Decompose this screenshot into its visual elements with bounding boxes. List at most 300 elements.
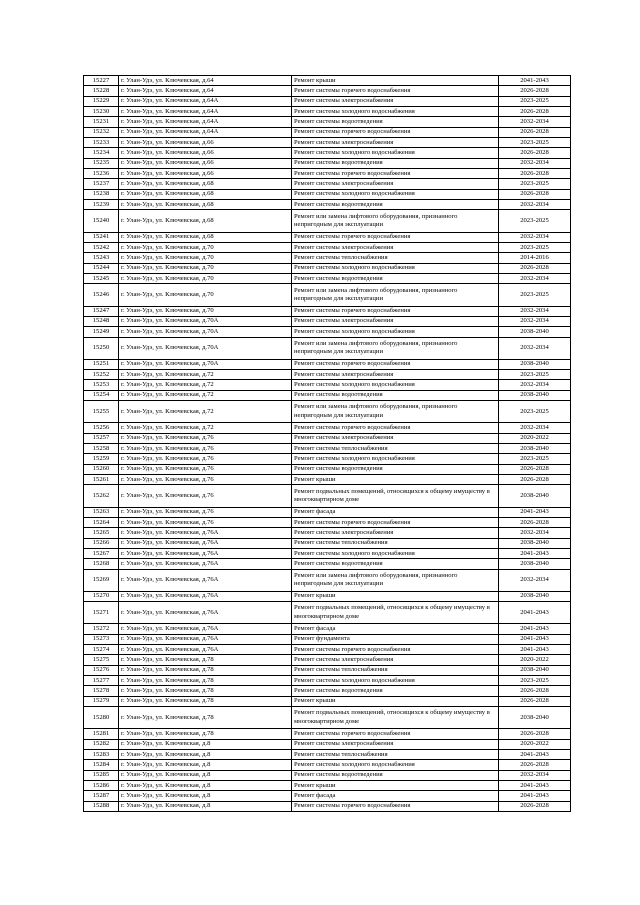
row-period: 2023-2025 xyxy=(499,454,571,464)
table-row xyxy=(84,548,571,558)
repair-schedule-table xyxy=(83,75,571,812)
row-number: 15252 xyxy=(84,370,119,380)
table-row xyxy=(84,148,571,158)
table-row xyxy=(84,232,571,242)
row-address: г. Улан-Удэ, ул. Ключевская, д.64А xyxy=(119,127,292,137)
row-address: г. Улан-Удэ, ул. Ключевская, д.78 xyxy=(119,696,292,706)
row-work-type: Ремонт системы горячего водоснабжения xyxy=(292,232,499,242)
row-work-type: Ремонт системы электроснабжения xyxy=(292,739,499,749)
row-period: 2020-2022 xyxy=(499,655,571,665)
row-work-type: Ремонт крыши xyxy=(292,781,499,791)
row-work-type: Ремонт системы электроснабжения xyxy=(292,528,499,538)
table-row xyxy=(84,433,571,443)
row-number: 15246 xyxy=(84,284,119,306)
row-work-type: Ремонт системы теплоснабжения xyxy=(292,444,499,454)
row-address: г. Улан-Удэ, ул. Ключевская, д.78 xyxy=(119,665,292,675)
row-period: 2032-2034 xyxy=(499,158,571,168)
row-address: г. Улан-Удэ, ул. Ключевская, д.72 xyxy=(119,390,292,400)
row-period: 2020-2022 xyxy=(499,433,571,443)
row-address: г. Улан-Удэ, ул. Ключевская, д.70 xyxy=(119,274,292,284)
row-period: 2023-2025 xyxy=(499,96,571,106)
table-row xyxy=(84,86,571,96)
table-row xyxy=(84,781,571,791)
row-address: г. Улан-Удэ, ул. Ключевская, д.64А xyxy=(119,117,292,127)
row-work-type: Ремонт системы водоотведения xyxy=(292,117,499,127)
row-period: 2032-2034 xyxy=(499,117,571,127)
row-number: 15288 xyxy=(84,801,119,811)
table-row xyxy=(84,538,571,548)
row-number: 15271 xyxy=(84,602,119,624)
row-number: 15267 xyxy=(84,548,119,558)
row-address: г. Улан-Удэ, ул. Ключевская, д.66 xyxy=(119,148,292,158)
row-work-type: Ремонт системы горячего водоснабжения xyxy=(292,359,499,369)
row-number: 15232 xyxy=(84,127,119,137)
table-row xyxy=(84,359,571,369)
row-number: 15268 xyxy=(84,559,119,569)
row-work-type: Ремонт системы холодного водоснабжения xyxy=(292,107,499,117)
row-work-type: Ремонт системы водоотведения xyxy=(292,686,499,696)
table-row xyxy=(84,370,571,380)
table-row xyxy=(84,464,571,474)
row-number: 15256 xyxy=(84,423,119,433)
row-period: 2026-2028 xyxy=(499,760,571,770)
row-number: 15282 xyxy=(84,739,119,749)
table-row xyxy=(84,686,571,696)
table-row xyxy=(84,729,571,739)
document-page xyxy=(83,75,570,812)
table-row xyxy=(84,696,571,706)
row-period: 2041-2043 xyxy=(499,76,571,86)
row-address: г. Улан-Удэ, ул. Ключевская, д.70А xyxy=(119,337,292,359)
row-address: г. Улан-Удэ, ул. Ключевская, д.64А xyxy=(119,107,292,117)
row-period: 2032-2034 xyxy=(499,569,571,591)
row-number: 15277 xyxy=(84,676,119,686)
row-number: 15260 xyxy=(84,464,119,474)
row-period: 2026-2028 xyxy=(499,127,571,137)
row-period: 2026-2028 xyxy=(499,263,571,273)
row-work-type: Ремонт подвальных помещений, относящихся к общему имуществу в многоквартирном доме xyxy=(292,602,499,624)
row-work-type: Ремонт системы водоотведения xyxy=(292,200,499,210)
table-row xyxy=(84,263,571,273)
row-work-type: Ремонт или замена лифтового оборудования, признанного непригодным для эксплуатации xyxy=(292,401,499,423)
row-address: г. Улан-Удэ, ул. Ключевская, д.76 xyxy=(119,433,292,443)
row-period: 2023-2025 xyxy=(499,401,571,423)
row-work-type: Ремонт системы теплоснабжения xyxy=(292,750,499,760)
row-period: 2041-2043 xyxy=(499,645,571,655)
table-row xyxy=(84,306,571,316)
table-row xyxy=(84,634,571,644)
row-work-type: Ремонт фасада xyxy=(292,624,499,634)
row-number: 15245 xyxy=(84,274,119,284)
row-period: 2038-2040 xyxy=(499,591,571,601)
row-address: г. Улан-Удэ, ул. Ключевская, д.76А xyxy=(119,602,292,624)
row-address: г. Улан-Удэ, ул. Ключевская, д.64 xyxy=(119,86,292,96)
row-period: 2038-2040 xyxy=(499,665,571,675)
row-period: 2041-2043 xyxy=(499,624,571,634)
row-number: 15241 xyxy=(84,232,119,242)
table-row xyxy=(84,138,571,148)
row-work-type: Ремонт системы водоотведения xyxy=(292,770,499,780)
table-row xyxy=(84,569,571,591)
row-number: 15274 xyxy=(84,645,119,655)
row-address: г. Улан-Удэ, ул. Ключевская, д.76А xyxy=(119,569,292,591)
row-period: 2032-2034 xyxy=(499,316,571,326)
row-period: 2032-2034 xyxy=(499,200,571,210)
row-number: 15233 xyxy=(84,138,119,148)
row-address: г. Улан-Удэ, ул. Ключевская, д.72 xyxy=(119,370,292,380)
table-row xyxy=(84,475,571,485)
table-row xyxy=(84,591,571,601)
row-address: г. Улан-Удэ, ул. Ключевская, д.76 xyxy=(119,444,292,454)
row-address: г. Улан-Удэ, ул. Ключевская, д.70А xyxy=(119,359,292,369)
row-period: 2032-2034 xyxy=(499,337,571,359)
row-number: 15283 xyxy=(84,750,119,760)
row-address: г. Улан-Удэ, ул. Ключевская, д.68 xyxy=(119,232,292,242)
row-period: 2023-2025 xyxy=(499,243,571,253)
row-number: 15266 xyxy=(84,538,119,548)
row-period: 2026-2028 xyxy=(499,475,571,485)
row-address: г. Улан-Удэ, ул. Ключевская, д.76А xyxy=(119,591,292,601)
row-number: 15243 xyxy=(84,253,119,263)
row-period: 2023-2025 xyxy=(499,284,571,306)
row-number: 15263 xyxy=(84,507,119,517)
row-period: 2038-2040 xyxy=(499,559,571,569)
row-period: 2020-2022 xyxy=(499,739,571,749)
row-work-type: Ремонт системы водоотведения xyxy=(292,559,499,569)
row-work-type: Ремонт системы холодного водоснабжения xyxy=(292,760,499,770)
table-row xyxy=(84,739,571,749)
table-row xyxy=(84,454,571,464)
row-period: 2038-2040 xyxy=(499,327,571,337)
row-address: г. Улан-Удэ, ул. Ключевская, д.8 xyxy=(119,770,292,780)
table-row xyxy=(84,676,571,686)
table-row xyxy=(84,96,571,106)
row-address: г. Улан-Удэ, ул. Ключевская, д.68 xyxy=(119,200,292,210)
row-number: 15262 xyxy=(84,485,119,507)
row-work-type: Ремонт фундамента xyxy=(292,634,499,644)
row-number: 15280 xyxy=(84,707,119,729)
table-row xyxy=(84,169,571,179)
row-number: 15237 xyxy=(84,179,119,189)
row-address: г. Улан-Удэ, ул. Ключевская, д.8 xyxy=(119,750,292,760)
row-work-type: Ремонт системы холодного водоснабжения xyxy=(292,189,499,199)
row-address: г. Улан-Удэ, ул. Ключевская, д.76 xyxy=(119,517,292,527)
row-address: г. Улан-Удэ, ул. Ключевская, д.72 xyxy=(119,380,292,390)
row-address: г. Улан-Удэ, ул. Ключевская, д.78 xyxy=(119,707,292,729)
row-period: 2023-2025 xyxy=(499,676,571,686)
row-number: 15279 xyxy=(84,696,119,706)
row-address: г. Улан-Удэ, ул. Ключевская, д.8 xyxy=(119,760,292,770)
row-address: г. Улан-Удэ, ул. Ключевская, д.68 xyxy=(119,179,292,189)
row-work-type: Ремонт подвальных помещений, относящихся к общему имуществу в многоквартирном доме xyxy=(292,485,499,507)
row-work-type: Ремонт системы теплоснабжения xyxy=(292,253,499,263)
row-period: 2038-2040 xyxy=(499,538,571,548)
row-address: г. Улан-Удэ, ул. Ключевская, д.78 xyxy=(119,729,292,739)
row-number: 15257 xyxy=(84,433,119,443)
row-number: 15238 xyxy=(84,189,119,199)
row-work-type: Ремонт системы электроснабжения xyxy=(292,243,499,253)
row-address: г. Улан-Удэ, ул. Ключевская, д.64А xyxy=(119,96,292,106)
table-row xyxy=(84,76,571,86)
row-address: г. Улан-Удэ, ул. Ключевская, д.70 xyxy=(119,263,292,273)
row-work-type: Ремонт системы горячего водоснабжения xyxy=(292,801,499,811)
row-work-type: Ремонт системы холодного водоснабжения xyxy=(292,380,499,390)
table-row xyxy=(84,189,571,199)
row-address: г. Улан-Удэ, ул. Ключевская, д.76А xyxy=(119,559,292,569)
row-number: 15278 xyxy=(84,686,119,696)
row-number: 15276 xyxy=(84,665,119,675)
row-period: 2032-2034 xyxy=(499,306,571,316)
row-work-type: Ремонт системы электроснабжения xyxy=(292,96,499,106)
row-work-type: Ремонт крыши xyxy=(292,591,499,601)
table-row xyxy=(84,655,571,665)
table-row xyxy=(84,444,571,454)
row-work-type: Ремонт системы водоотведения xyxy=(292,274,499,284)
table-row xyxy=(84,760,571,770)
row-address: г. Улан-Удэ, ул. Ключевская, д.78 xyxy=(119,676,292,686)
row-period: 2014-2016 xyxy=(499,253,571,263)
row-address: г. Улан-Удэ, ул. Ключевская, д.76 xyxy=(119,475,292,485)
row-work-type: Ремонт системы горячего водоснабжения xyxy=(292,423,499,433)
row-work-type: Ремонт системы электроснабжения xyxy=(292,655,499,665)
row-period: 2038-2040 xyxy=(499,359,571,369)
row-address: г. Улан-Удэ, ул. Ключевская, д.76 xyxy=(119,454,292,464)
row-number: 15240 xyxy=(84,210,119,232)
row-number: 15261 xyxy=(84,475,119,485)
row-number: 15239 xyxy=(84,200,119,210)
row-number: 15234 xyxy=(84,148,119,158)
row-address: г. Улан-Удэ, ул. Ключевская, д.8 xyxy=(119,801,292,811)
row-period: 2026-2028 xyxy=(499,86,571,96)
row-number: 15235 xyxy=(84,158,119,168)
table-row xyxy=(84,624,571,634)
row-address: г. Улан-Удэ, ул. Ключевская, д.70 xyxy=(119,243,292,253)
row-address: г. Улан-Удэ, ул. Ключевская, д.68 xyxy=(119,189,292,199)
row-work-type: Ремонт крыши xyxy=(292,696,499,706)
row-number: 15249 xyxy=(84,327,119,337)
table-row xyxy=(84,253,571,263)
row-address: г. Улан-Удэ, ул. Ключевская, д.64 xyxy=(119,76,292,86)
row-work-type: Ремонт или замена лифтового оборудования, признанного непригодным для эксплуатации xyxy=(292,210,499,232)
row-period: 2026-2028 xyxy=(499,107,571,117)
table-row xyxy=(84,707,571,729)
row-work-type: Ремонт или замена лифтового оборудования, признанного непригодным для эксплуатации xyxy=(292,569,499,591)
row-number: 15227 xyxy=(84,76,119,86)
row-number: 15250 xyxy=(84,337,119,359)
row-address: г. Улан-Удэ, ул. Ключевская, д.70 xyxy=(119,284,292,306)
row-work-type: Ремонт фасада xyxy=(292,791,499,801)
row-work-type: Ремонт системы водоотведения xyxy=(292,464,499,474)
row-work-type: Ремонт системы электроснабжения xyxy=(292,179,499,189)
row-address: г. Улан-Удэ, ул. Ключевская, д.66 xyxy=(119,169,292,179)
table-row xyxy=(84,210,571,232)
table-body xyxy=(84,76,571,812)
row-number: 15259 xyxy=(84,454,119,464)
row-address: г. Улан-Удэ, ул. Ключевская, д.8 xyxy=(119,791,292,801)
row-number: 15247 xyxy=(84,306,119,316)
row-number: 15273 xyxy=(84,634,119,644)
table-row xyxy=(84,380,571,390)
row-work-type: Ремонт фасада xyxy=(292,507,499,517)
row-work-type: Ремонт системы водоотведения xyxy=(292,390,499,400)
table-row xyxy=(84,507,571,517)
row-work-type: Ремонт системы горячего водоснабжения xyxy=(292,517,499,527)
row-period: 2041-2043 xyxy=(499,781,571,791)
row-number: 15264 xyxy=(84,517,119,527)
table-row xyxy=(84,284,571,306)
table-row xyxy=(84,602,571,624)
row-work-type: Ремонт системы горячего водоснабжения xyxy=(292,86,499,96)
row-work-type: Ремонт системы горячего водоснабжения xyxy=(292,729,499,739)
row-number: 15272 xyxy=(84,624,119,634)
row-number: 15270 xyxy=(84,591,119,601)
row-number: 15231 xyxy=(84,117,119,127)
row-address: г. Улан-Удэ, ул. Ключевская, д.76А xyxy=(119,548,292,558)
row-number: 15281 xyxy=(84,729,119,739)
table-row xyxy=(84,274,571,284)
table-row xyxy=(84,327,571,337)
row-period: 2041-2043 xyxy=(499,507,571,517)
row-number: 15229 xyxy=(84,96,119,106)
row-period: 2038-2040 xyxy=(499,390,571,400)
row-address: г. Улан-Удэ, ул. Ключевская, д.70 xyxy=(119,253,292,263)
row-period: 2026-2028 xyxy=(499,189,571,199)
table-row xyxy=(84,107,571,117)
row-number: 15269 xyxy=(84,569,119,591)
row-work-type: Ремонт системы горячего водоснабжения xyxy=(292,306,499,316)
table-row xyxy=(84,665,571,675)
row-number: 15287 xyxy=(84,791,119,801)
table-row xyxy=(84,337,571,359)
row-address: г. Улан-Удэ, ул. Ключевская, д.72 xyxy=(119,401,292,423)
row-address: г. Улан-Удэ, ул. Ключевская, д.68 xyxy=(119,210,292,232)
row-work-type: Ремонт системы теплоснабжения xyxy=(292,665,499,675)
row-number: 15248 xyxy=(84,316,119,326)
row-period: 2026-2028 xyxy=(499,696,571,706)
row-work-type: Ремонт системы холодного водоснабжения xyxy=(292,327,499,337)
table-row xyxy=(84,528,571,538)
row-period: 2041-2043 xyxy=(499,791,571,801)
table-row xyxy=(84,179,571,189)
row-address: г. Улан-Удэ, ул. Ключевская, д.70 xyxy=(119,306,292,316)
row-work-type: Ремонт системы теплоснабжения xyxy=(292,538,499,548)
row-work-type: Ремонт крыши xyxy=(292,475,499,485)
row-work-type: Ремонт системы холодного водоснабжения xyxy=(292,548,499,558)
row-work-type: Ремонт системы холодного водоснабжения xyxy=(292,148,499,158)
table-row xyxy=(84,316,571,326)
row-number: 15228 xyxy=(84,86,119,96)
row-work-type: Ремонт системы холодного водоснабжения xyxy=(292,263,499,273)
row-number: 15265 xyxy=(84,528,119,538)
table-row xyxy=(84,117,571,127)
row-work-type: Ремонт или замена лифтового оборудования, признанного непригодным для эксплуатации xyxy=(292,337,499,359)
row-work-type: Ремонт крыши xyxy=(292,76,499,86)
row-period: 2041-2043 xyxy=(499,634,571,644)
row-work-type: Ремонт системы электроснабжения xyxy=(292,433,499,443)
row-work-type: Ремонт системы холодного водоснабжения xyxy=(292,676,499,686)
row-work-type: Ремонт системы электроснабжения xyxy=(292,316,499,326)
row-period: 2026-2028 xyxy=(499,148,571,158)
row-work-type: Ремонт или замена лифтового оборудования, признанного непригодным для эксплуатации xyxy=(292,284,499,306)
row-period: 2023-2025 xyxy=(499,210,571,232)
table-row xyxy=(84,559,571,569)
row-period: 2041-2043 xyxy=(499,750,571,760)
row-period: 2026-2028 xyxy=(499,464,571,474)
table-row xyxy=(84,243,571,253)
row-address: г. Улан-Удэ, ул. Ключевская, д.72 xyxy=(119,423,292,433)
row-period: 2032-2034 xyxy=(499,274,571,284)
row-work-type: Ремонт системы горячего водоснабжения xyxy=(292,645,499,655)
row-period: 2026-2028 xyxy=(499,517,571,527)
row-number: 15242 xyxy=(84,243,119,253)
row-address: г. Улан-Удэ, ул. Ключевская, д.78 xyxy=(119,686,292,696)
row-number: 15258 xyxy=(84,444,119,454)
row-number: 15255 xyxy=(84,401,119,423)
row-address: г. Улан-Удэ, ул. Ключевская, д.76А xyxy=(119,538,292,548)
row-work-type: Ремонт системы электроснабжения xyxy=(292,370,499,380)
table-row xyxy=(84,200,571,210)
row-period: 2041-2043 xyxy=(499,602,571,624)
table-row xyxy=(84,390,571,400)
table-row xyxy=(84,485,571,507)
row-address: г. Улан-Удэ, ул. Ключевская, д.78 xyxy=(119,655,292,665)
row-period: 2032-2034 xyxy=(499,528,571,538)
row-address: г. Улан-Удэ, ул. Ключевская, д.76 xyxy=(119,464,292,474)
row-period: 2038-2040 xyxy=(499,444,571,454)
row-period: 2038-2040 xyxy=(499,707,571,729)
row-work-type: Ремонт подвальных помещений, относящихся к общему имуществу в многоквартирном доме xyxy=(292,707,499,729)
row-address: г. Улан-Удэ, ул. Ключевская, д.66 xyxy=(119,138,292,148)
row-period: 2032-2034 xyxy=(499,380,571,390)
row-number: 15286 xyxy=(84,781,119,791)
row-period: 2032-2034 xyxy=(499,232,571,242)
row-address: г. Улан-Удэ, ул. Ключевская, д.8 xyxy=(119,781,292,791)
row-period: 2038-2040 xyxy=(499,485,571,507)
row-number: 15244 xyxy=(84,263,119,273)
row-address: г. Улан-Удэ, ул. Ключевская, д.76А xyxy=(119,645,292,655)
row-period: 2026-2028 xyxy=(499,729,571,739)
table-row xyxy=(84,423,571,433)
row-number: 15236 xyxy=(84,169,119,179)
row-number: 15230 xyxy=(84,107,119,117)
row-address: г. Улан-Удэ, ул. Ключевская, д.8 xyxy=(119,739,292,749)
row-work-type: Ремонт системы электроснабжения xyxy=(292,138,499,148)
table-row xyxy=(84,801,571,811)
table-row xyxy=(84,158,571,168)
row-number: 15253 xyxy=(84,380,119,390)
row-period: 2023-2025 xyxy=(499,179,571,189)
row-number: 15275 xyxy=(84,655,119,665)
row-address: г. Улан-Удэ, ул. Ключевская, д.66 xyxy=(119,158,292,168)
row-work-type: Ремонт системы горячего водоснабжения xyxy=(292,127,499,137)
row-number: 15285 xyxy=(84,770,119,780)
table-row xyxy=(84,750,571,760)
row-number: 15254 xyxy=(84,390,119,400)
table-row xyxy=(84,791,571,801)
row-period: 2041-2043 xyxy=(499,548,571,558)
row-address: г. Улан-Удэ, ул. Ключевская, д.70А xyxy=(119,327,292,337)
row-period: 2026-2028 xyxy=(499,169,571,179)
row-address: г. Улан-Удэ, ул. Ключевская, д.76А xyxy=(119,528,292,538)
row-period: 2023-2025 xyxy=(499,138,571,148)
row-work-type: Ремонт системы горячего водоснабжения xyxy=(292,169,499,179)
row-period: 2026-2028 xyxy=(499,801,571,811)
table-row xyxy=(84,127,571,137)
row-address: г. Улан-Удэ, ул. Ключевская, д.70А xyxy=(119,316,292,326)
row-address: г. Улан-Удэ, ул. Ключевская, д.76 xyxy=(119,507,292,517)
row-period: 2032-2034 xyxy=(499,423,571,433)
row-period: 2032-2034 xyxy=(499,770,571,780)
